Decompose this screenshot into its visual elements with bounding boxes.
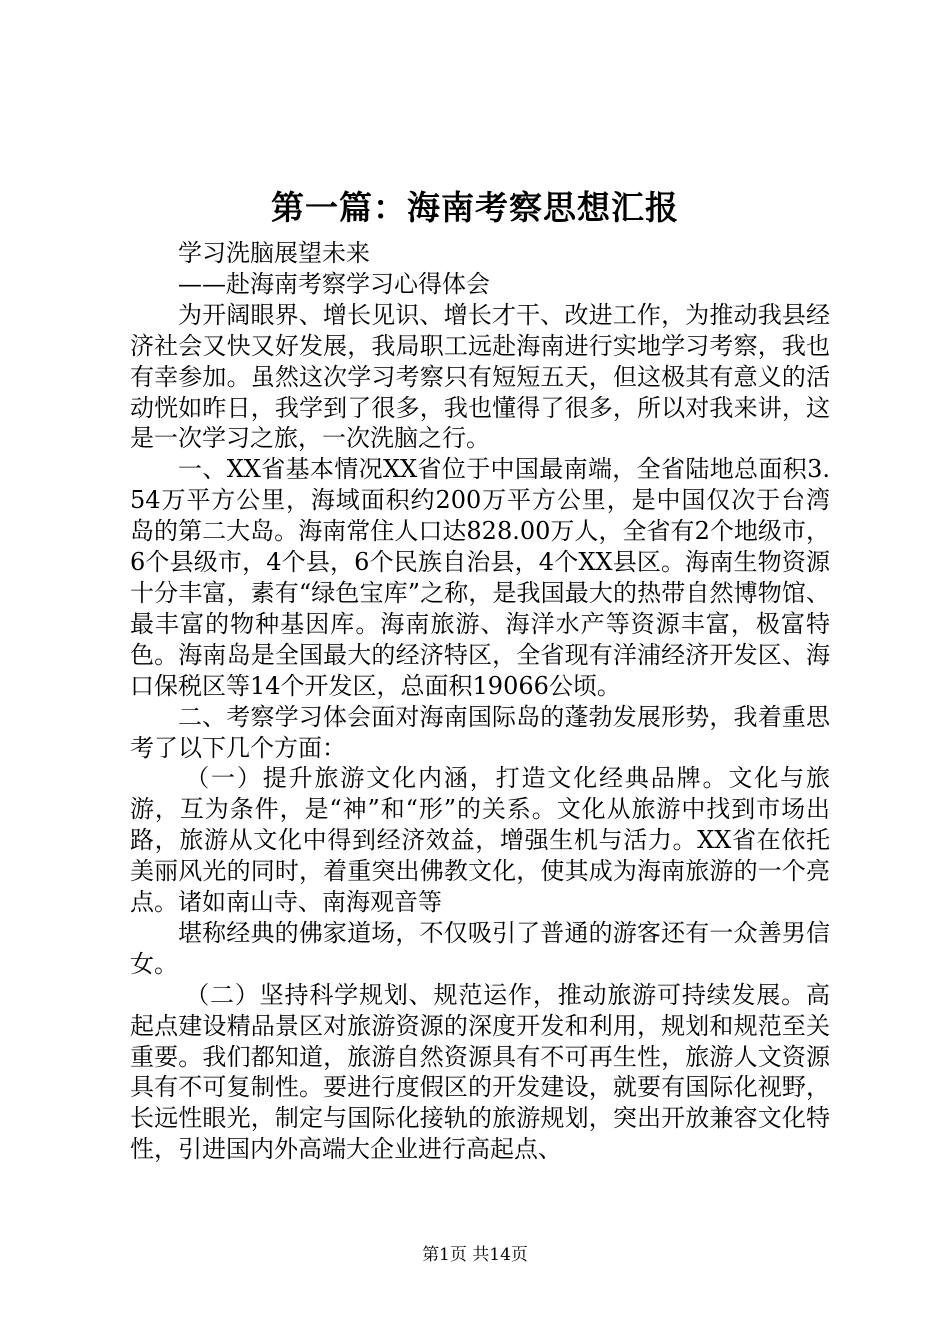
page-title: 第一篇：海南考察思想汇报 <box>271 188 679 227</box>
subheading: ——赴海南考察学习心得体会 <box>178 269 490 298</box>
paragraph-point-1: （一）提升旅游文化内涵，打造文化经典品牌。文化与旅游，互为条件，是“神”和“形”的关系。文化从旅游中找到市场出路，旅游从文化中得到经济效益，增强生机与活力。XX省在依托美丽风光的同时，着重突出佛教文化，使其成为海南旅游的一个亮点。诸如南山寺、南海观音等 <box>130 764 830 917</box>
page-footer: 第1页 共14页 <box>422 1245 528 1265</box>
paragraph-point-1-cont: 堪称经典的佛家道场，不仅吸引了普通的游客还有一众善男信女。 <box>130 918 830 978</box>
paragraph-intro: 为开阔眼界、增长见识、增长才干、改进工作，为推动我县经济社会又快又好发展，我局职工远赴海南进行实地学习考察，我也有幸参加。虽然这次学习考察只有短短五天，但这极其有意义的活动恍如昨日，我学到了很多，我也懂得了很多，所以对我来讲，这是一次学习之旅，一次洗脑之行。 <box>130 300 830 453</box>
subtitle: 学习洗脑展望未来 <box>178 239 370 267</box>
paragraph-section-2: 二、考察学习体会面对海南国际岛的蓬勃发展形势，我着重思考了以下几个方面： <box>130 702 830 762</box>
document-body <box>130 238 830 1165</box>
paragraph-section-1: 一、XX省基本情况XX省位于中国最南端，全省陆地总面积3.54万平方公里，海域面积约200万平方公里，是中国仅次于台湾岛的第二大岛。海南常住人口达828.00万人，全省有2个地级市，6个县级市，4个县，6个民族自治县，4个XX县区。海南生物资源十分丰富，素有“绿色宝库”之称，是我国最大的热带自然博物馆、最丰富的物种基因库。海南旅游、海洋水产等资源丰富，极富特色。海南岛是全国最大的经济特区，全省现有洋浦经济开发区、海口保税区等14个开发区，总面积19066公顷。 <box>130 455 830 700</box>
paragraph-point-2: （二）坚持科学规划、规范运作，推动旅游可持续发展。高起点建设精品景区对旅游资源的深度开发和利用，规划和规范至关重要。我们都知道，旅游自然资源具有不可再生性，旅游人文资源具有不可复制性。要进行度假区的开发建设，就要有国际化视野，长远性眼光，制定与国际化接轨的旅游规划，突出开放兼容文化特性，引进国内外高端大企业进行高起点、 <box>130 980 830 1164</box>
